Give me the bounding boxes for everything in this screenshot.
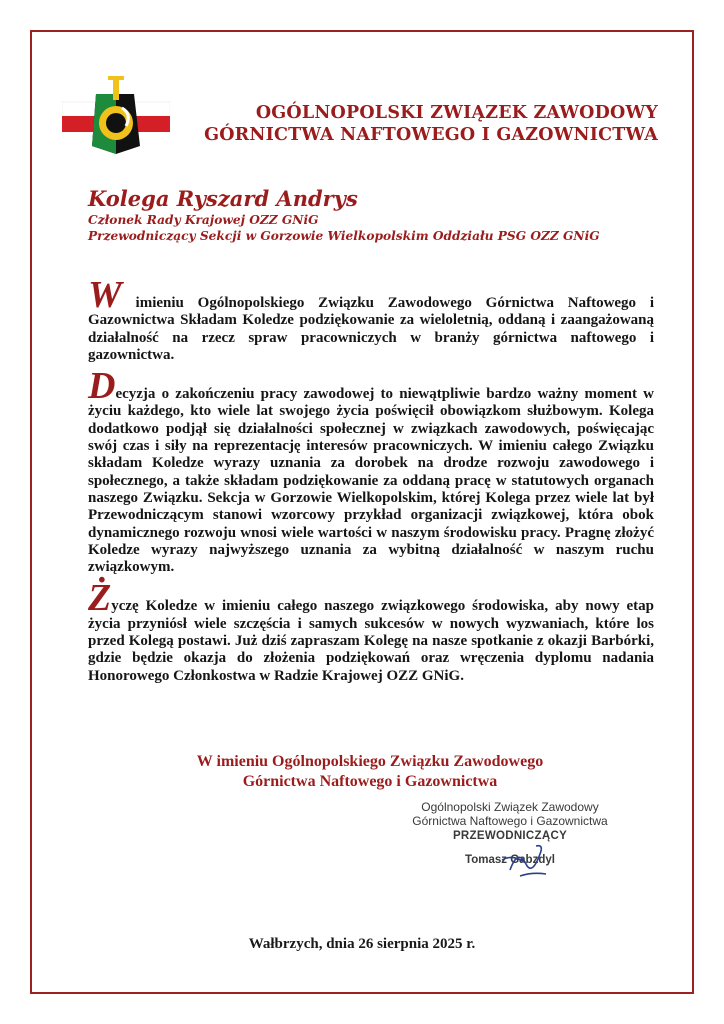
paragraph — [88, 365, 654, 576]
stamp-title: PRZEWODNICZĄCY — [452, 830, 568, 842]
closing-line2: Górnictwa Naftowego i Gazownictwa — [242, 773, 498, 790]
paragraph-text: ecyzja o zakończeniu pracy zawodowej to niewątpliwie bardzo ważny moment w życiu każdego, kto wiele lat swojego życia poświęcił obowiązkom służbowym. Kolega dodatkowo podjął się działalności społecznej w związkach zawodowych, poświęcając swój czas i siły na reprezentację interesów pracowniczych. W imieniu całego Związku składam Koledze wyrazy uznania za dorobek na drodze rozwoju zawodowego i społecznego, a także składam podziękowanie za oddaną pracę w statutowych organach naszego Związku. Sekcja w Gorzowie Wielkopolskim, której Kolega przez wiele lat był Przewodniczącym stanowi wzorcowy przykład organizacji związkowej, która obok dynamicznego rozwoju wnosi wiele wartości w naszym środowisku pracy. Pragnę złożyć Koledze wyrazy najwyższego uznania za wybitną działalność w naszym ruchu związkowym. — [88, 386, 654, 576]
stamp-line2: Górnictwa Naftowego i Gazownictwa — [412, 814, 608, 828]
paragraph-initial: D — [88, 365, 116, 408]
recipient-name: Kolega Ryszard Andrys — [88, 186, 358, 211]
organization-title-line2: GÓRNICTWA NAFTOWEGO I GAZOWNICTWA — [204, 125, 658, 145]
paragraph — [88, 274, 654, 364]
paragraph-initial: Ż — [88, 577, 112, 620]
closing-line1: W imieniu Ogólnopolskiego Związku Zawodowego — [196, 753, 544, 770]
paragraph — [88, 577, 654, 684]
closing-block — [100, 752, 640, 792]
paragraph-initial: W — [88, 274, 122, 316]
signature-stamp — [395, 800, 625, 896]
signature-icon — [490, 830, 560, 890]
paragraph-text: imieniu Ogólnopolskiego Związku Zawodowego Górnictwa Naftowego i Gazownictwa Składam Koledze podziękowanie za wieloletnią, oddaną i zaangażowaną działalność na rzecz spraw pracowniczych w branży górnictwa naftowego i gazownictwa. — [88, 295, 654, 363]
stamp-name: Tomasz Gabzdyl — [465, 854, 555, 866]
paragraph-text: yczę Koledze w imieniu całego naszego związkowego środowiska, aby nowy etap życia przyniósł wiele szczęścia i samych sukcesów w nowych wyzwaniach, które los przed Kolegą postawi. Już dziś zapraszam Kolegę na nasze spotkanie z okazji Barbórki, gdzie będzie okazja do złożenia podziękowań oraz wręczenia dyplomu nadania Honorowego Członkostwa w Radzie Krajowej OZZ GNiG. — [88, 598, 654, 684]
recipient-role-line2: Przewodniczący Sekcji w Gorzowie Wielkopolskim Oddziału PSG OZZ GNiG — [88, 229, 600, 243]
recipient-role-line1: Członek Rady Krajowej OZZ GNiG — [88, 213, 319, 227]
stamp-line1: Ogólnopolski Związek Zawodowy — [421, 800, 599, 814]
union-logo-icon — [62, 68, 170, 156]
organization-title-line1: OGÓLNOPOLSKI ZWIĄZEK ZAWODOWY — [255, 103, 658, 123]
organization-title — [178, 102, 658, 146]
recipient-block — [88, 186, 688, 244]
letter-body — [88, 274, 654, 692]
date-line: Wałbrzych, dnia 26 sierpnia 2025 r. — [248, 936, 476, 952]
